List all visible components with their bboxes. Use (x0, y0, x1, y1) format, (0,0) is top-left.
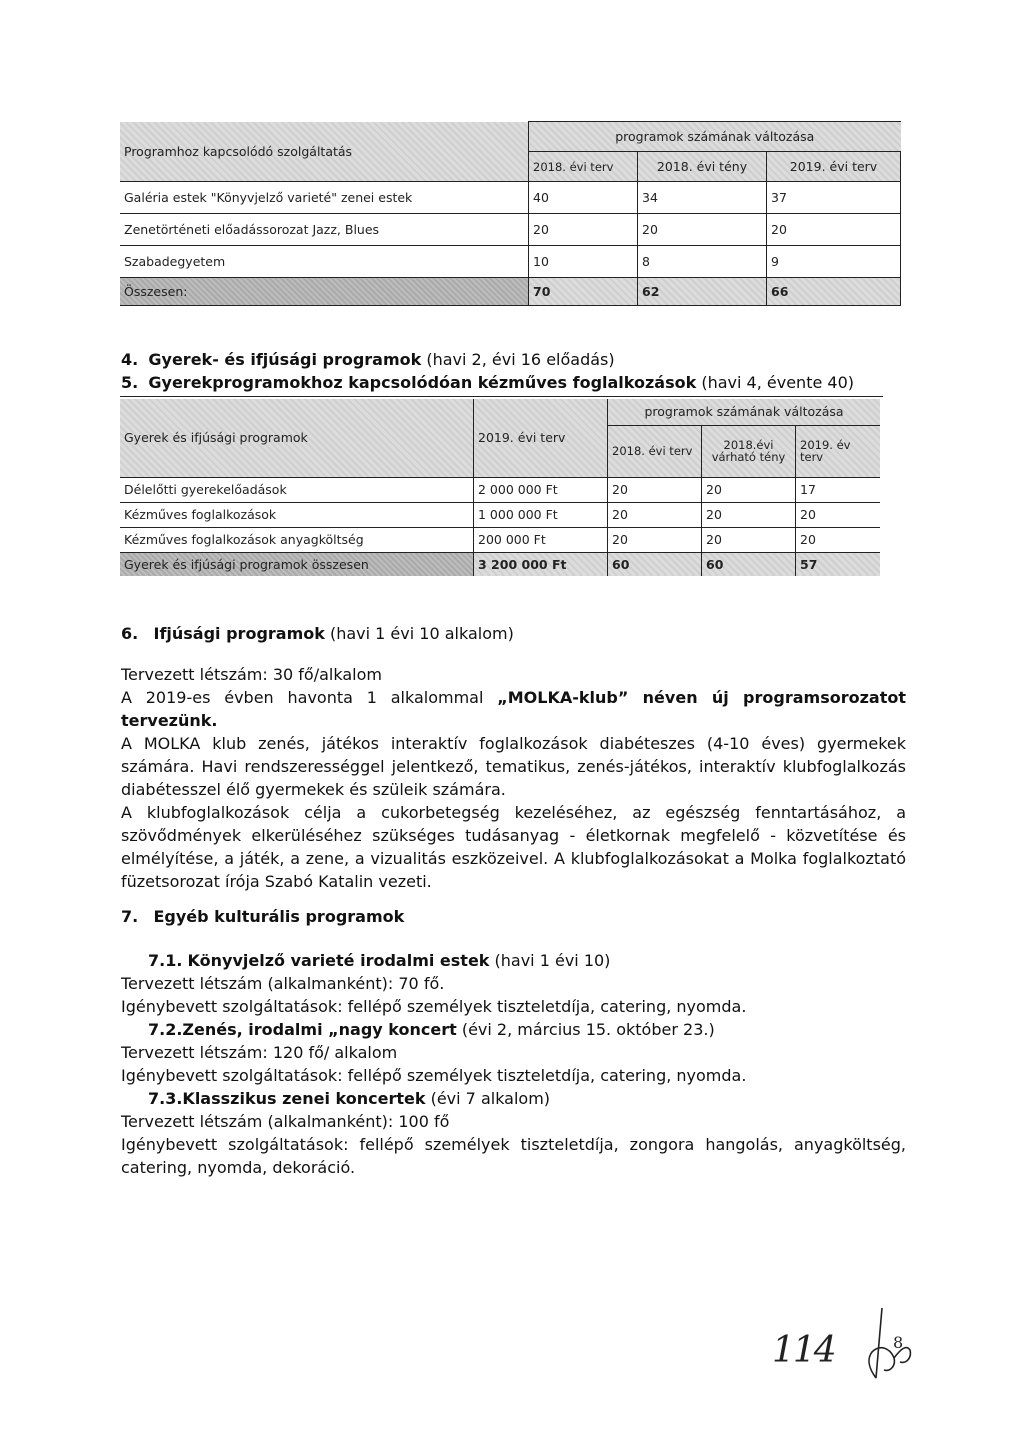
table2-header-budget: 2019. évi terv (474, 399, 608, 477)
table1-header-group: programok számának változása (529, 122, 901, 152)
table1-cell: 20 (767, 214, 901, 246)
table1-cell: 9 (767, 246, 901, 278)
table1-total-cell: 62 (638, 278, 767, 306)
s72-headcount: Tervezett létszám: 120 fő/ alkalom (121, 1043, 398, 1062)
handwritten-page-number: 114 (772, 1330, 835, 1371)
table1-header-service: Programhoz kapcsolódó szolgáltatás (120, 122, 529, 182)
table1-cell: 34 (638, 182, 767, 214)
table1-cell: 20 (529, 214, 638, 246)
table2-cell: 20 (702, 502, 796, 527)
table2-cell: 20 (796, 527, 881, 552)
s71-services: Igénybevett szolgáltatások: fellépő személyek tiszteletdíja, catering, nyomda. (121, 997, 747, 1016)
table2-cell: 20 (702, 527, 796, 552)
table2-subheader-plan-2019: 2019. év terv (796, 425, 881, 477)
table2-subheader-plan-2018: 2018. évi terv (608, 425, 702, 477)
table-row (120, 477, 880, 502)
table1-subheader-plan-2019: 2019. évi terv (767, 152, 901, 182)
table1-row-name: Szabadegyetem (120, 246, 529, 278)
heading-6: 6. Ifjúsági programok (havi 1 évi 10 alkalom) (121, 624, 514, 643)
table-total-row (120, 278, 901, 306)
s73-headcount: Tervezett létszám (alkalmanként): 100 fő (121, 1112, 450, 1131)
heading-5-underline (120, 396, 883, 397)
table2-header-group: programok számának változása (608, 399, 881, 425)
handwritten-initials-signature (860, 1300, 920, 1390)
handwritten-initials-number: 8 (893, 1333, 904, 1352)
section6-molka-description: A MOLKA klub zenés, játékos interaktív foglalkozások diabéteszes (4-10 éves) gyermekek számára. Havi rendszerességgel jelentkező, tematikus, zenés-játékos, interaktív klubfoglalkozás diabétesszel élő gyermekek és szüleik számára. (121, 734, 906, 799)
table-row (120, 246, 901, 278)
table1-total-cell: 66 (767, 278, 901, 306)
heading-7-2: 7.2.Zenés, irodalmi „nagy koncert (évi 2, március 15. október 23.) (148, 1020, 715, 1039)
services-program-count-table (120, 121, 901, 306)
table2-cell: 20 (608, 477, 702, 502)
heading-7-3: 7.3.Klasszikus zenei koncertek (évi 7 alkalom) (148, 1089, 551, 1108)
heading-4: 4. Gyerek- és ifjúsági programok (havi 2, évi 16 előadás) (121, 350, 615, 369)
table1-cell: 40 (529, 182, 638, 214)
heading-5: 5. Gyerekprogramokhoz kapcsolódóan kézműves foglalkozások (havi 4, évente 40) (121, 373, 854, 392)
table-row (120, 182, 901, 214)
table2-total-cell: 60 (608, 552, 702, 576)
section6-molka-goals: A klubfoglalkozások célja a cukorbetegség kezeléséhez, az egészség fenntartásához, a szövődmények elkerüléséhez szükséges tudásanyag - életkornak megfelelő - közvetítése és elmélyítése, a játék, a zene, a vizualitás eszközeivel. A klubfoglalkozásokat a Molka foglalkoztató füzetsorozat írója Szabó Katalin vezeti. (121, 803, 906, 891)
heading-7-1: 7.1. Könyvjelző varieté irodalmi estek (havi 1 évi 10) (148, 951, 611, 970)
table2-budget-cell: 200 000 Ft (474, 527, 608, 552)
table1-row-name: Galéria estek "Könyvjelző varieté" zenei estek (120, 182, 529, 214)
table-total-row (120, 552, 880, 576)
table2-cell: 20 (702, 477, 796, 502)
table1-total-label: Összesen: (120, 278, 529, 306)
table-row (120, 527, 880, 552)
table1-subheader-plan-2018: 2018. évi terv (529, 152, 638, 182)
table2-total-budget: 3 200 000 Ft (474, 552, 608, 576)
table1-row-name: Zenetörténeti előadássorozat Jazz, Blues (120, 214, 529, 246)
table1-total-cell: 70 (529, 278, 638, 306)
table1-cell: 20 (638, 214, 767, 246)
table2-budget-cell: 1 000 000 Ft (474, 502, 608, 527)
table2-cell: 20 (608, 527, 702, 552)
table1-cell: 37 (767, 182, 901, 214)
table-row (120, 214, 901, 246)
table1-subheader-actual-2018: 2018. évi tény (638, 152, 767, 182)
table2-total-cell: 57 (796, 552, 881, 576)
table2-header-program: Gyerek és ifjúsági programok (120, 399, 474, 477)
table2-row-name: Kézműves foglalkozások (120, 502, 474, 527)
s71-headcount: Tervezett létszám (alkalmanként): 70 fő. (121, 974, 445, 993)
s72-services: Igénybevett szolgáltatások: fellépő személyek tiszteletdíja, catering, nyomda. (121, 1066, 747, 1085)
youth-programs-table (120, 399, 880, 576)
table2-cell: 20 (608, 502, 702, 527)
table2-row-name: Kézműves foglalkozások anyagköltség (120, 527, 474, 552)
table2-cell: 20 (796, 502, 881, 527)
table2-row-name: Délelőtti gyerekelőadások (120, 477, 474, 502)
table2-subheader-expected-2018: 2018.évi várható tény (702, 425, 796, 477)
table1-cell: 10 (529, 246, 638, 278)
table2-cell: 17 (796, 477, 881, 502)
heading-7: 7. Egyéb kulturális programok (121, 907, 405, 926)
section6-planned-headcount: Tervezett létszám: 30 fő/alkalom (121, 665, 382, 684)
table2-total-label: Gyerek és ifjúsági programok összesen (120, 552, 474, 576)
s73-services: Igénybevett szolgáltatások: fellépő személyek tiszteletdíja, zongora hangolás, anyagköltség, catering, nyomda, dekoráció. (121, 1135, 906, 1177)
table-row (120, 502, 880, 527)
section6-molka-intro: A 2019-es évben havonta 1 alkalommal „MOLKA-klub” néven új programsorozatot tervezünk. (121, 688, 906, 730)
table2-total-cell: 60 (702, 552, 796, 576)
table1-cell: 8 (638, 246, 767, 278)
table2-budget-cell: 2 000 000 Ft (474, 477, 608, 502)
